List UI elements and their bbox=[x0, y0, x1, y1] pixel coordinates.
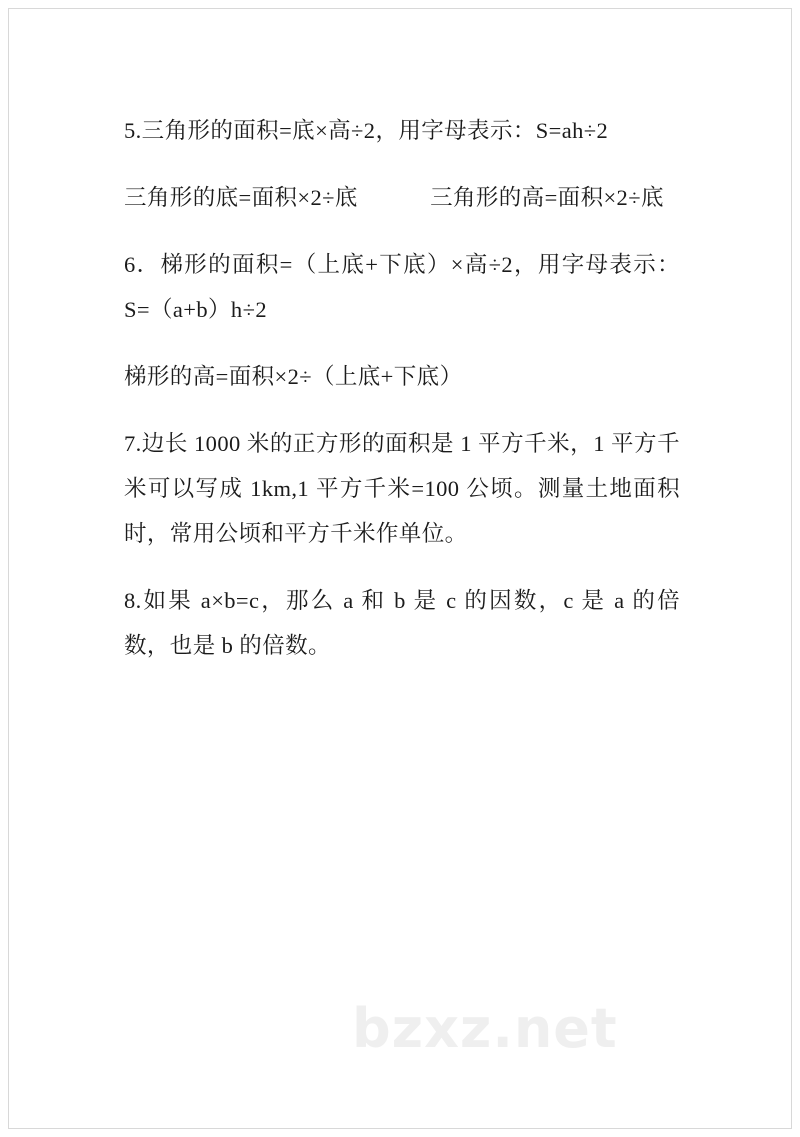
paragraph-item-6-note: 梯形的高=面积×2÷（上底+下底） bbox=[124, 364, 463, 389]
page-border-right bbox=[791, 8, 792, 1129]
paragraph-item-5-note: 三角形的底=面积×2÷底 三角形的高=面积×2÷底 bbox=[124, 185, 664, 210]
paragraph-item-8: 8.如果 a×b=c，那么 a 和 b 是 c 的因数，c 是 a 的倍数，也是 b 的倍数。 bbox=[124, 588, 680, 658]
paragraph-item-6: 6．梯形的面积=（上底+下底）×高÷2，用字母表示：S=（a+b）h÷2 bbox=[124, 252, 680, 322]
watermark-text: bzxz.net bbox=[352, 997, 618, 1060]
page-border-left bbox=[8, 8, 9, 1129]
page-border-top bbox=[8, 8, 792, 9]
paragraph-item-5: 5.三角形的面积=底×高÷2，用字母表示：S=ah÷2 bbox=[124, 118, 609, 143]
paragraph-item-7: 7.边长 1000 米的正方形的面积是 1 平方千米，1 平方千米可以写成 1km,1 平方千米=100 公顷。测量土地面积时，常用公顷和平方千米作单位。 bbox=[124, 431, 680, 546]
document-body bbox=[124, 108, 680, 688]
page-border-bottom bbox=[8, 1128, 792, 1129]
